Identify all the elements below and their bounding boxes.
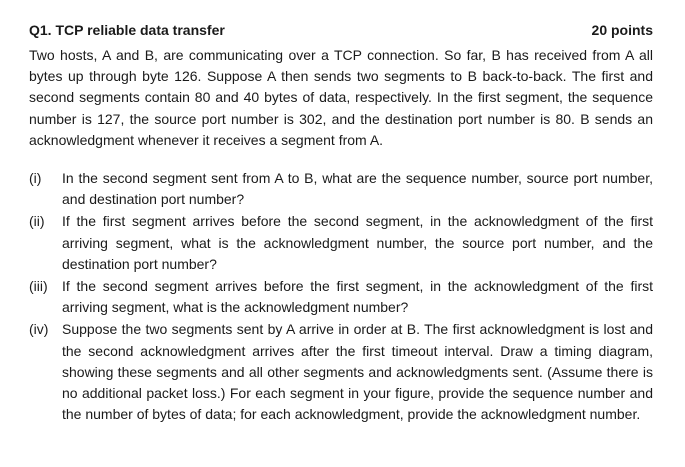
sub-question [29, 211, 653, 275]
sub-question-number: (iii) [29, 278, 48, 295]
sub-question-number: (ii) [29, 213, 45, 230]
sub-question-text: If the second segment arrives before the first segment, in the acknowledgment of the first arriving segment, what is the acknowledgment number? [62, 278, 653, 316]
sub-question [29, 276, 653, 318]
sub-question-number: (i) [29, 170, 42, 187]
points-label: 20 points [591, 22, 653, 38]
intro-paragraph: Two hosts, A and B, are communicating over a TCP connection. So far, B has received from A all bytes up through byte 126. Suppose A then sends two segments to B back-to-back. The first and second segments contain 80 and 40 bytes of data, respectively. In the first segment, the sequence number is 127, the source port number is 302, and the destination port number is 80. B sends an acknowledgment whenever it receives a segment from A. [29, 47, 653, 148]
sub-question-number: (iv) [29, 321, 49, 338]
sub-question-text: If the first segment arrives before the second segment, in the acknowledgment of the first arriving segment, what is the acknowledgment number, the source port number, and the destination port number? [62, 213, 653, 272]
sub-question-text: In the second segment sent from A to B, what are the sequence number, source port number, and destination port number? [62, 170, 653, 208]
sub-question-list [29, 168, 653, 425]
sub-question [29, 319, 653, 425]
sub-question [29, 168, 653, 210]
question-title: Q1. TCP reliable data transfer [29, 22, 225, 38]
question-header [29, 20, 653, 40]
sub-question-text: Suppose the two segments sent by A arrive in order at B. The first acknowledgment is lost and the second acknowledgment arrives after the first timeout interval. Draw a timing diagram, showing these segments and all other segments and acknowledgments sent. (Assume there is no additional packet loss.) For each segment in your figure, provide the sequence number and the number of bytes of data; for each acknowledgment, provide the acknowledgment number. [62, 321, 653, 423]
